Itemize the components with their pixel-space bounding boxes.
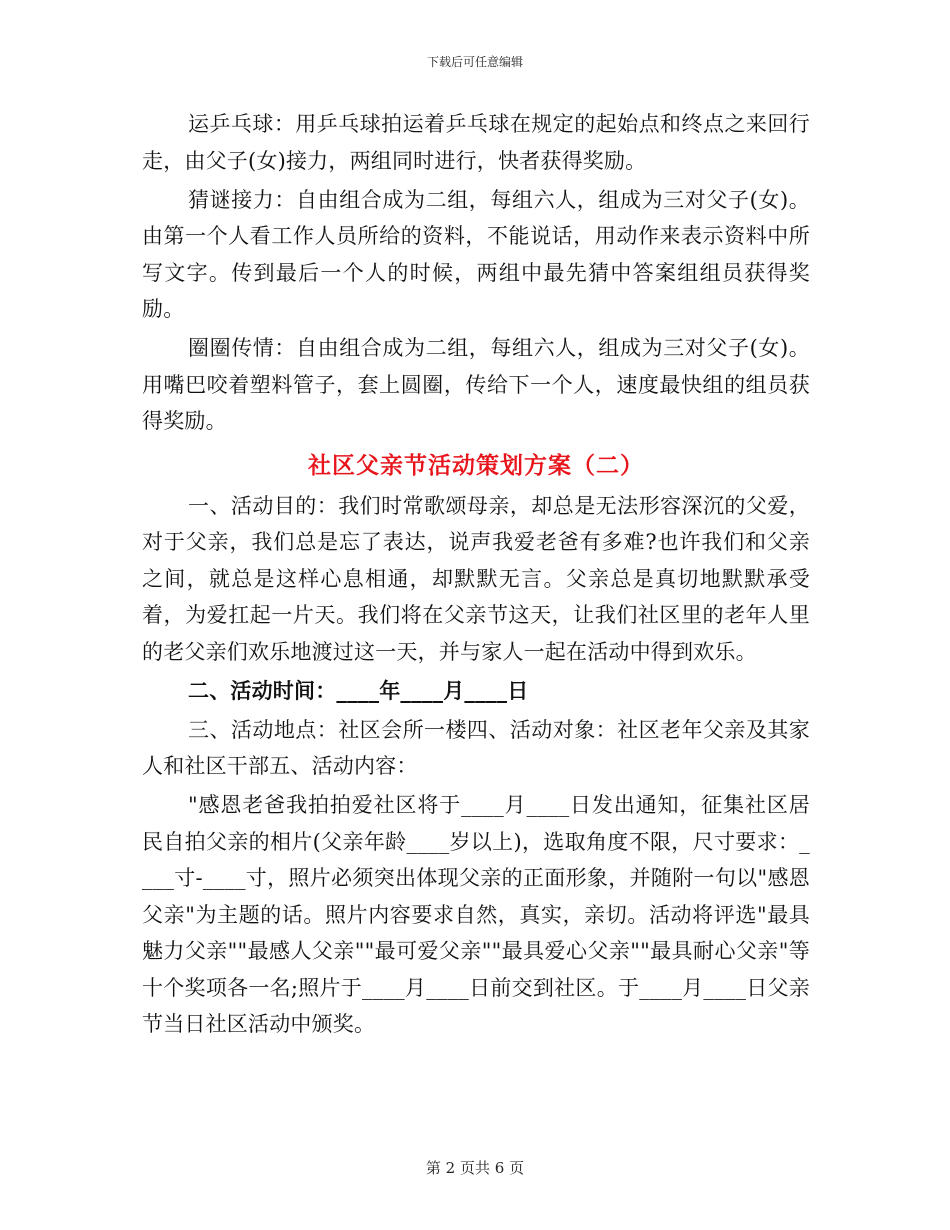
page-header: 下载后可任意编辑	[426, 55, 523, 69]
page-footer: 第 2 页共 6 页	[425, 1159, 525, 1177]
paragraph-activity-time: 二、活动时间：____年____月____日	[188, 677, 529, 703]
paragraph-ping-pong-relay: 运乒乓球：用乒乓球拍运着乒乓球在规定的起始点和终点之来回行走，由父子(女)接力，两组同时进行，快者获得奖励。	[142, 112, 810, 173]
paragraph-activity-purpose: 一、活动目的：我们时常歌颂母亲，却总是无法形容深沉的父爱，对于父亲，我们总是忘了表达，说声我爱老爸有多难?也许我们和父亲之间，就总是这样心息相通，却默默无言。父亲总是真切地默默承受着，为爱扛起一片天。我们将在父亲节这天，让我们社区里的老年人里的老父亲们欢乐地渡过这一天，并与家人一起在活动中得到欢乐。	[142, 493, 810, 664]
paragraph-riddle-relay: 猜谜接力：自由组合成为二组，每组六人，组成为三对父子(女)。由第一个人看工作人员所给的资料，不能说话，用动作来表示资料中所写文字。传到最后一个人的时候，两组中最先猜中答案组组员获得奖励。	[142, 187, 810, 321]
document-body	[142, 106, 810, 1045]
paragraph-activity-content: "感恩老爸我拍拍爱社区将于____月____日发出通知，征集社区居民自拍父亲的相片(父亲年龄____岁以上)，选取角度不限，尺寸要求：____寸-____寸，照片必须突出体现父亲的正面形象，并随附一句以"感恩父亲"为主题的话。照片内容要求自然，真实，亲切。活动将评选"最具魅力父亲""最感人父亲""最可爱父亲""最具爱心父亲""最具耐心父亲"等十个奖项各一名;照片于____月____日前交到社区。于____月____日父亲节当日社区活动中颁奖。	[142, 793, 810, 1036]
section-title: 社区父亲节活动策划方案（二）	[308, 451, 644, 479]
paragraph-activity-place: 三、活动地点：社区会所一楼四、活动对象：社区老年父亲及其家人和社区干部五、活动内容：	[142, 717, 810, 778]
paragraph-ring-passing: 圈圈传情：自由组合成为二组，每组六人，组成为三对父子(女)。用嘴巴咬着塑料管子，套上圆圈，传给下一个人，速度最快组的组员获得奖励。	[142, 336, 810, 433]
